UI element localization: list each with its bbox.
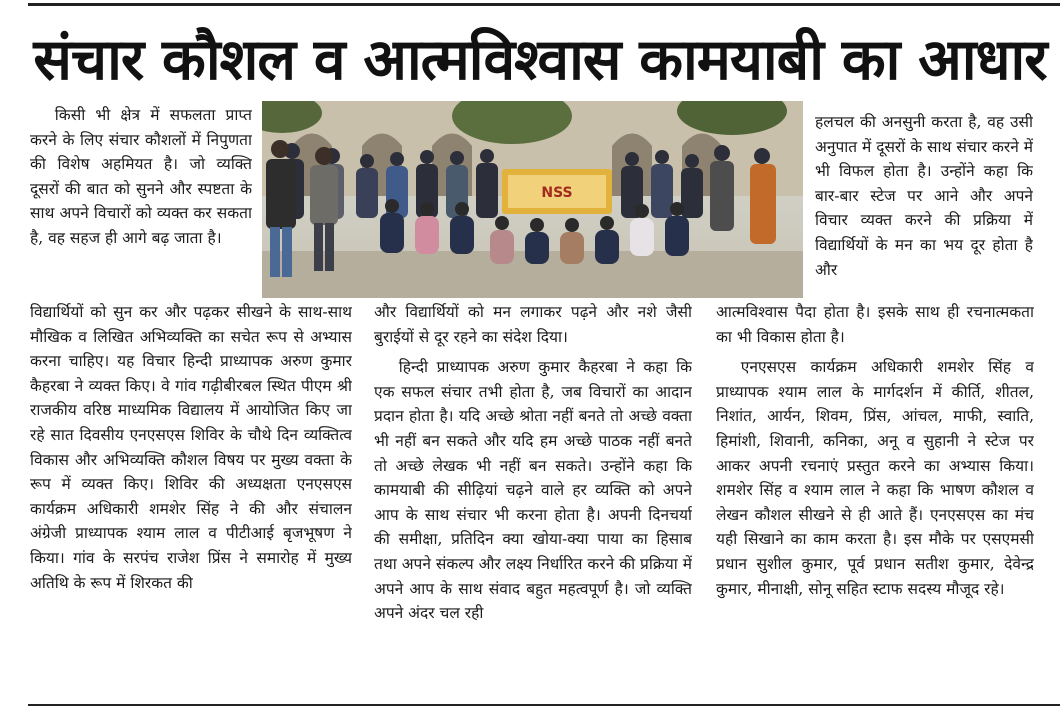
headline: संचार कौशल व आत्मविश्वास कामयाबी का आधार: [33, 27, 1047, 93]
group-photo: [262, 101, 803, 298]
paragraph: किसी भी क्षेत्र में सफलता प्राप्त करने के लिए संचार कौशलों में निपुणता की विशेष अहमियत है। जो व्यक्ति दूसरों की बात को सुनने और स्पष्टता के साथ अपने विचारों को व्यक्त कर सकता है, वह सहज ही आगे बढ़ जाता है।: [30, 106, 252, 247]
column-1-top: [30, 103, 252, 299]
group-photo-students: [262, 101, 803, 298]
column-1-bottom: [30, 300, 352, 700]
column-3-top: [815, 110, 1033, 300]
paragraph: और विद्यार्थियों को मन लगाकर पढ़ने और नशे जैसी बुराईयों से दूर रहने का संदेश दिया।: [374, 303, 692, 346]
banner-text: NSS: [541, 185, 573, 201]
paragraph: हलचल की अनसुनी करता है, वह उसी अनुपात में दूसरों के साथ संचार करने में भी विफल होता है। उन्होंने कहा कि बार-बार स्टेज पर आने और अपने विचार व्यक्त करने की प्रक्रिया में विद्यार्थियों के मन का भय दूर होता है और: [815, 113, 1033, 279]
column-3-bottom: [716, 300, 1034, 700]
bottom-rule: [28, 704, 1060, 706]
paragraph: आत्मविश्वास पैदा होता है। इसके साथ ही रचनात्मकता का भी विकास होता है।: [716, 303, 1034, 346]
top-rule: [28, 3, 1060, 6]
paragraph: विद्यार्थियों को सुन कर और पढ़कर सीखने के साथ-साथ मौखिक व लिखित अभिव्यक्ति का सचेत रूप से अभ्यास करना चाहिए। यह विचार हिन्दी प्राध्यापक अरुण कुमार कैहरबा ने व्यक्त किए। वे गांव गढ़ीबीरबल स्थित पीएम श्री राजकीय वरिष्ठ माध्यमिक विद्यालय में आयोजित किए जा रहे सात दिवसीय एनएसएस शिविर के चौथे दिन व्यक्तित्व विकास और अभिव्यक्ति कौशल विषय पर मुख्य वक्ता के रूप में व्यक्त किए। शिविर की अध्यक्षता एनएसएस कार्यक्रम अधिकारी शमशेर सिंह ने की और संचालन अंग्रेजी प्राध्यापक श्याम लाल व पीटीआई बृजभूषण ने किया। गांव के सरपंच राजेश प्रिंस ने समारोह में मुख्य अतिथि के रूप में शिरकत की: [30, 303, 352, 592]
column-2: [374, 300, 692, 700]
paragraph: एनएसएस कार्यक्रम अधिकारी शमशेर सिंह व प्राध्यापक श्याम लाल के मार्गदर्शन में कीर्ति, शीतल, निशांत, आर्यन, शिवम, प्रिंस, आंचल, माफी, स्वाति, हिमांशी, शिवानी, कनिका, अनू व सुहानी ने स्टेज पर आकर अपनी रचनाएं प्रस्तुत करने का अभ्यास किया। शमशेर सिंह व श्याम लाल ने कहा कि भाषण कौशल व लेखन कौशल सीखने से ही आते हैं। एनएसएस का मंच यही सिखाने का काम करता है। इस मौके पर एसएमसी प्रधान सुशील कुमार, पूर्व प्रधान सतीश कुमार, देवेन्द्र कुमार, मीनाक्षी, सोनू सहित स्टाफ सदस्य मौजूद रहे।: [716, 358, 1034, 598]
paragraph: हिन्दी प्राध्यापक अरुण कुमार कैहरबा ने कहा कि एक सफल संचार तभी होता है, जब विचारों का आदान प्रदान होता है। यदि अच्छे श्रोता नहीं बनते तो अच्छे वक्ता भी नहीं बन सकते और यदि हम अच्छे पाठक नहीं बनते तो अच्छे लेखक भी नहीं बन सकते। उन्होंने कहा कि कामयाबी की सीढ़ियां चढ़ने वाले हर व्यक्ति को अपने आप के साथ संचार भी करना होता है। अपनी दिनचर्या की समीक्षा, प्रतिदिन क्या खोया-क्या पाया का हिसाब तथा अपने संकल्प और लक्ष्य निर्धारित करने की प्रक्रिया में अपने आप के साथ संवाद बहुत महत्वपूर्ण है। जो व्यक्ति अपने अंदर चल रही: [374, 358, 692, 623]
